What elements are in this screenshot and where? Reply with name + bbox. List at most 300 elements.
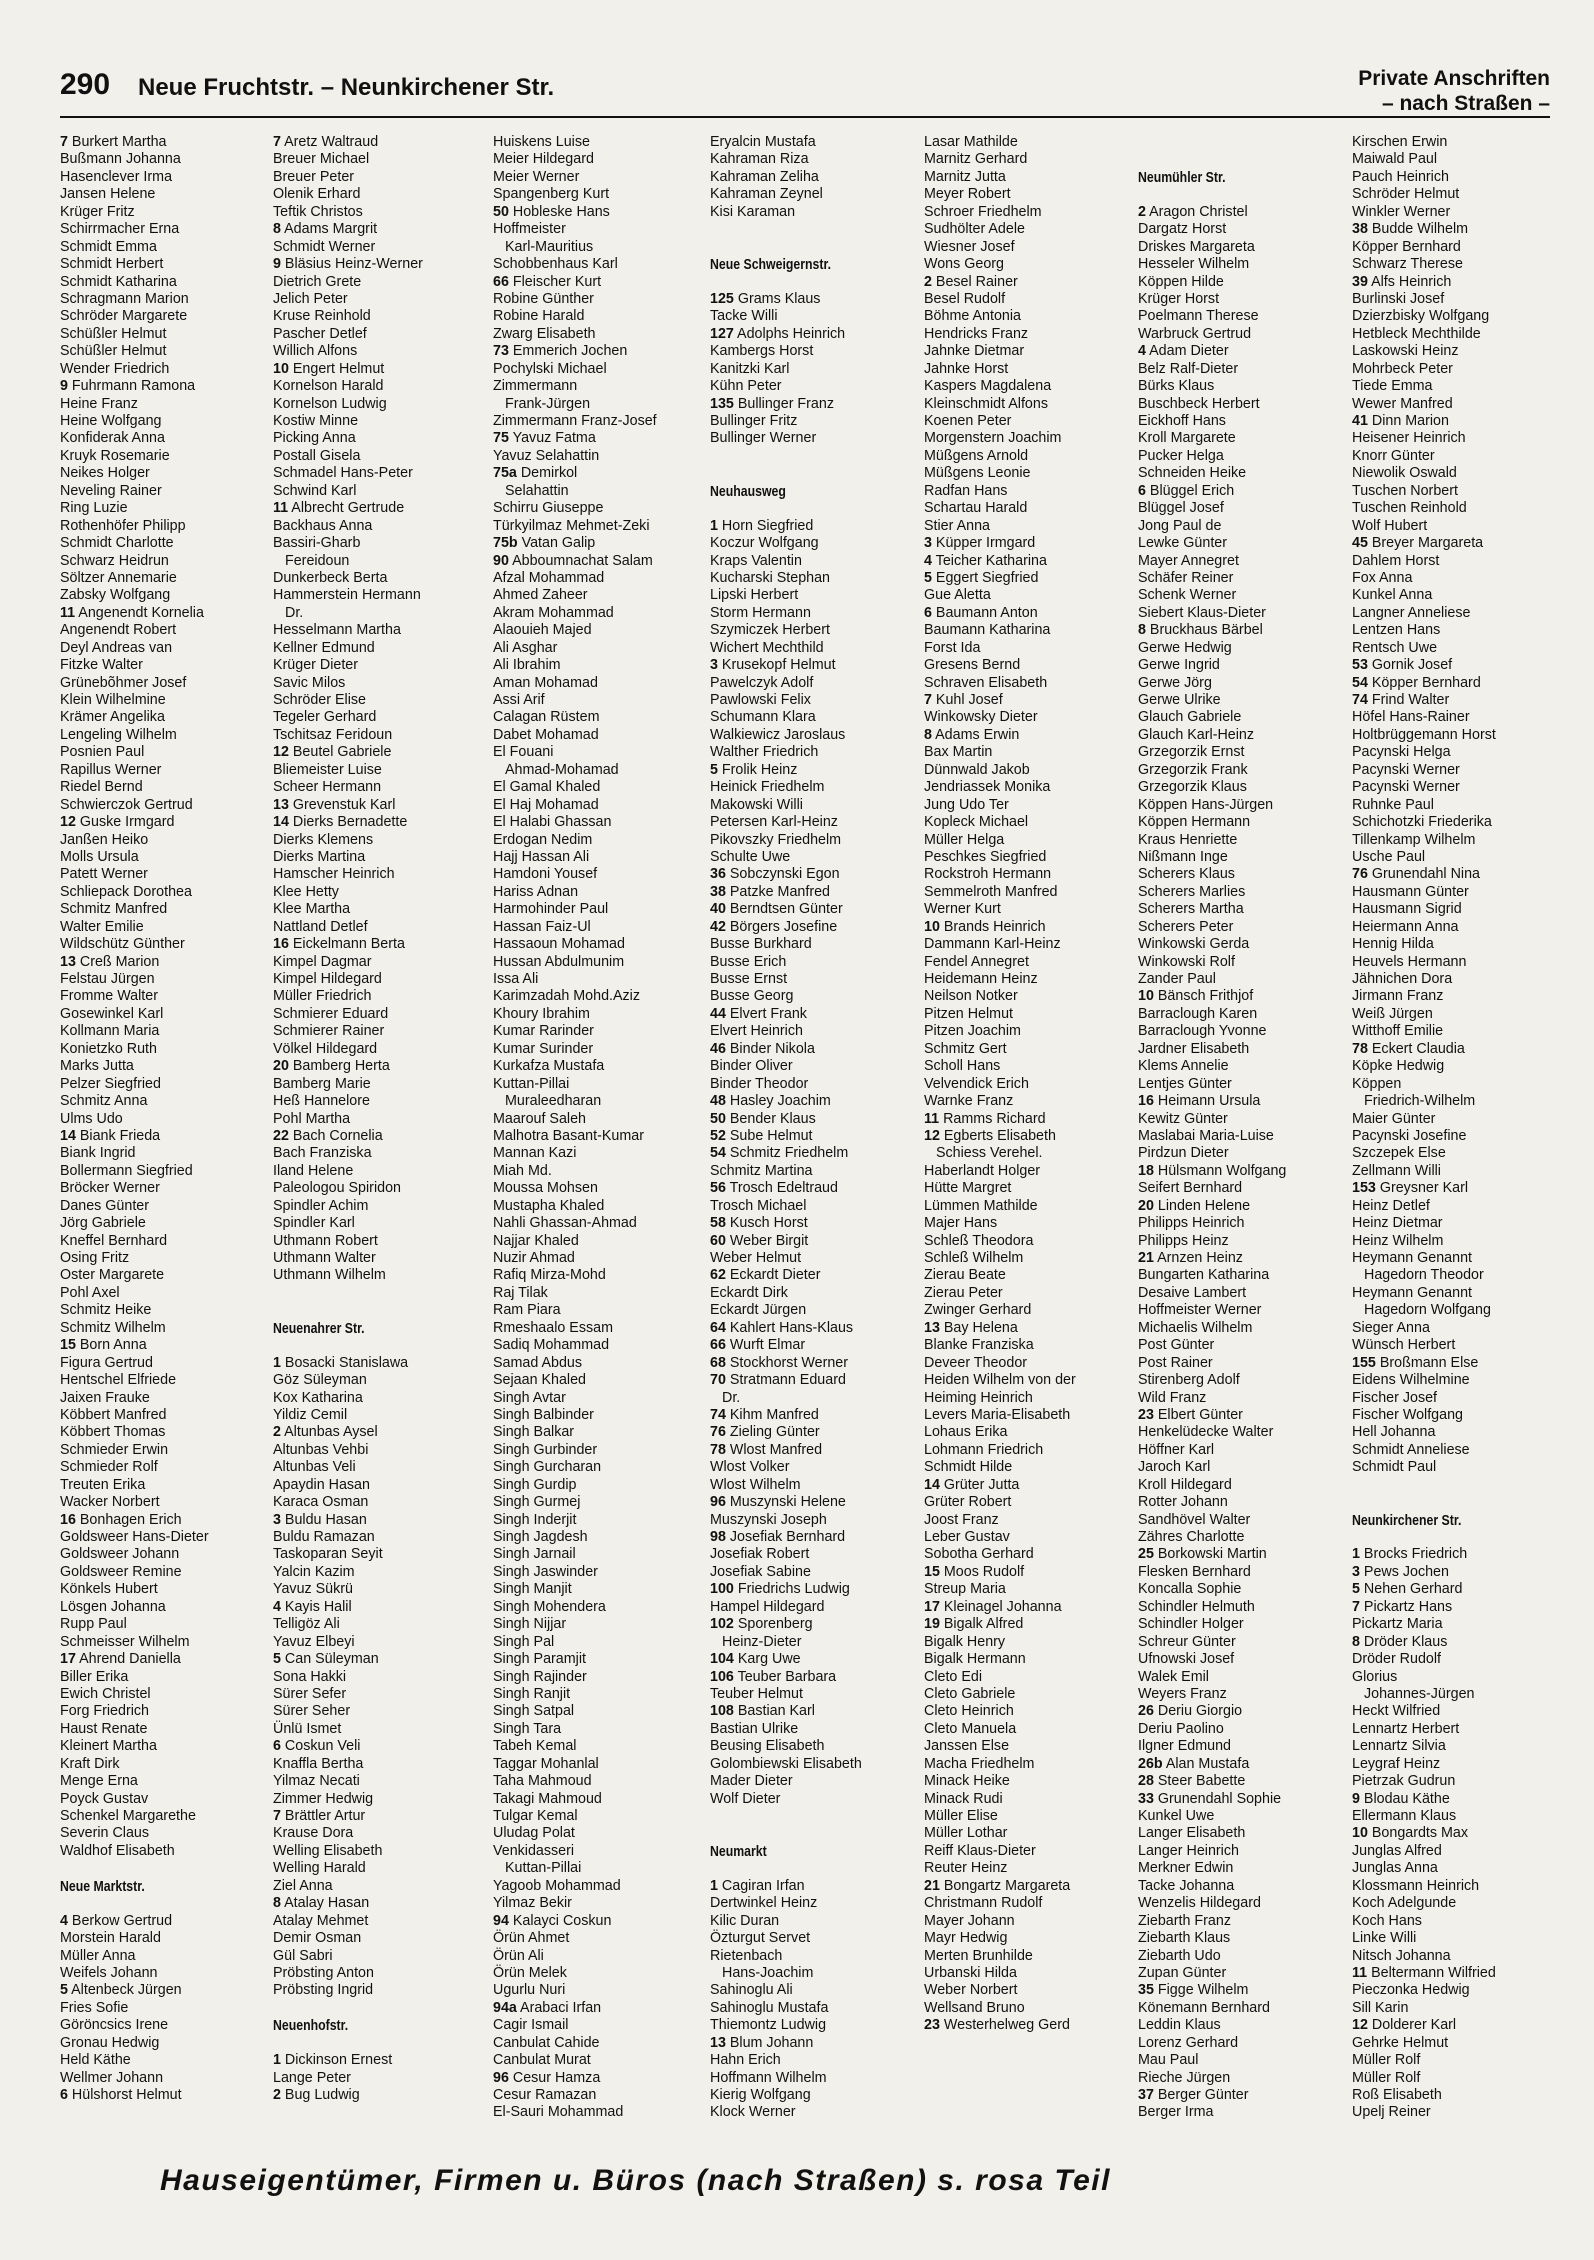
resident-entry: Pietrzak Gudrun [1352, 1773, 1456, 1790]
resident-entry: Singh Manjit [493, 1581, 572, 1598]
house-number: 54 [1352, 674, 1368, 691]
resident-entry: Koczur Wolfgang [710, 535, 819, 552]
resident-entry: Busse Erich [710, 953, 787, 970]
street-heading: Neue Schweigernstr. [710, 256, 832, 274]
resident-entry: Kierig Wolfgang [710, 2087, 811, 2103]
house-number: 54 [710, 1145, 726, 1162]
resident-entry: Weiß Jürgen [1352, 1005, 1433, 1022]
resident-entry: Ewich Christel [60, 1685, 151, 1702]
resident-entry: Zupan Günter [1138, 1964, 1227, 1981]
resident-entry: 76 Grunendahl Nina [1352, 866, 1480, 883]
resident-entry: 9 Blodau Käthe [1352, 1790, 1450, 1807]
resident-entry: Schmitz Martina [710, 1162, 813, 1179]
resident-entry: Eckardt Jürgen [710, 1302, 807, 1319]
resident-entry: Maarouf Saleh [493, 1110, 586, 1127]
resident-entry: Johannes-Jürgen [1364, 1685, 1475, 1702]
resident-entry: Ziebarth Franz [1138, 1912, 1231, 1929]
resident-entry: Lohmann Friedrich [924, 1441, 1044, 1458]
resident-entry: Ünlü Ismet [273, 1720, 342, 1737]
resident-entry: Schmierer Eduard [273, 1005, 389, 1022]
resident-entry: Eidens Wilhelmine [1352, 1372, 1470, 1389]
resident-entry: Canbulat Cahide [493, 2034, 600, 2051]
resident-entry: Uludag Polat [493, 1825, 575, 1842]
resident-entry: Harmohinder Paul [493, 901, 609, 918]
resident-entry: Schmidt Hilde [924, 1459, 1013, 1476]
resident-entry: Leygraf Heinz [1352, 1755, 1441, 1772]
resident-entry: Rotter Johann [1138, 1494, 1228, 1511]
house-number: 78 [710, 1441, 726, 1458]
resident-entry: Kurkafza Mustafa [493, 1058, 605, 1075]
resident-entry: Wild Franz [1138, 1389, 1207, 1406]
house-number: 98 [710, 1529, 726, 1545]
resident-entry: 3 Küpper Irmgard [924, 535, 1036, 552]
resident-entry: Walek Emil [1138, 1668, 1209, 1685]
resident-entry: Jansen Helene [60, 186, 156, 203]
resident-entry: Kaspers Magdalena [924, 378, 1052, 395]
resident-entry: Ziebarth Klaus [1138, 1930, 1231, 1947]
resident-entry: Waldhof Elisabeth [60, 1842, 175, 1859]
resident-entry: Bullinger Werner [710, 430, 817, 447]
resident-entry: Busse Burkhard [710, 936, 812, 953]
street-heading: Neuenahrer Str. [273, 1319, 365, 1337]
resident-entry: Ellermann Klaus [1352, 1808, 1457, 1824]
resident-entry: 108 Bastian Karl [710, 1703, 815, 1720]
resident-entry: Singh Gurcharan [493, 1459, 602, 1476]
resident-entry: 6 Blüggel Erich [1138, 482, 1235, 499]
resident-entry: Schmieder Erwin [60, 1441, 169, 1458]
resident-entry: Sona Hakki [273, 1668, 347, 1685]
resident-entry: 13 Creß Marion [60, 953, 160, 970]
resident-entry: Majer Hans [924, 1215, 998, 1232]
house-number: 9 [273, 256, 281, 273]
resident-entry: 66 Wurft Elmar [710, 1337, 806, 1354]
resident-entry: 13 Blum Johann [710, 2034, 814, 2051]
resident-entry: Ahmed Zaheer [493, 587, 588, 604]
house-number: 44 [710, 1005, 726, 1022]
resident-entry: Wacker Norbert [60, 1494, 160, 1511]
resident-entry: Schleß Theodora [924, 1232, 1034, 1249]
resident-entry: Bliemeister Luise [273, 761, 382, 778]
resident-entry: Heckt Wilfried [1352, 1703, 1441, 1720]
resident-entry: Nattland Detlef [273, 918, 368, 935]
resident-entry: Gerwe Ulrike [1138, 692, 1221, 708]
resident-entry: Völkel Hildegard [273, 1040, 378, 1057]
resident-entry: 35 Figge Wilhelm [1138, 1982, 1249, 1999]
resident-entry: 5 Altenbeck Jürgen [60, 1982, 182, 1999]
resident-entry: Hassaoun Mohamad [493, 936, 625, 953]
house-number: 10 [1138, 988, 1154, 1005]
resident-entry: Pieczonka Hedwig [1352, 1982, 1470, 1999]
street-heading: Neuhausweg [710, 482, 786, 500]
resident-entry: Türkyilmaz Mehmet-Zeki [493, 517, 650, 534]
resident-entry: Wons Georg [924, 256, 1004, 273]
house-number: 8 [924, 726, 932, 743]
resident-entry: 104 Karg Uwe [710, 1651, 801, 1668]
resident-entry: Sill Karin [1352, 1999, 1409, 2016]
resident-entry: Philipps Heinrich [1138, 1215, 1245, 1232]
resident-entry: 14 Dierks Bernadette [273, 814, 408, 831]
resident-entry: Tschitsaz Feridoun [273, 726, 393, 743]
resident-entry: Rupp Paul [60, 1616, 127, 1633]
resident-entry: 37 Berger Günter [1138, 2087, 1249, 2103]
resident-entry: Weyers Franz [1138, 1685, 1227, 1702]
resident-entry: Bigalk Henry [924, 1633, 1006, 1650]
resident-entry: 7 Brättler Artur [273, 1808, 366, 1824]
resident-entry: Goldsweer Hans-Dieter [60, 1529, 209, 1545]
resident-entry: 74 Kihm Manfred [710, 1406, 819, 1423]
resident-entry: Janßen Heiko [60, 831, 149, 848]
resident-entry: Werner Kurt [924, 901, 1001, 918]
resident-entry: Rafiq Mirza-Mohd [493, 1267, 606, 1284]
resident-entry: 54 Köpper Bernhard [1352, 674, 1481, 691]
resident-entry: Treuten Erika [60, 1476, 146, 1493]
resident-entry: 11 Beltermann Wilfried [1352, 1964, 1496, 1981]
resident-entry: Laskowski Heinz [1352, 343, 1459, 360]
resident-entry: Krause Dora [273, 1825, 354, 1842]
resident-entry: 62 Eckardt Dieter [710, 1267, 821, 1284]
resident-entry: 10 Bänsch Frithjof [1138, 988, 1254, 1005]
house-number: 50 [710, 1110, 726, 1127]
resident-entry: Hoffmeister Werner [1138, 1302, 1262, 1319]
resident-entry: Jahnke Horst [924, 360, 1009, 377]
resident-entry: 1 Brocks Friedrich [1352, 1546, 1468, 1563]
house-number: 125 [710, 290, 734, 307]
resident-entry: Singh Gurmej [493, 1494, 581, 1511]
resident-entry: Kanitzki Karl [710, 360, 790, 377]
resident-entry: Kilic Duran [710, 1912, 780, 1929]
resident-entry: Kambergs Horst [710, 343, 814, 360]
resident-entry: Köppen Hermann [1138, 814, 1251, 831]
resident-entry: Schragmann Marion [60, 290, 189, 307]
resident-entry: Jirmann Franz [1352, 988, 1444, 1005]
resident-entry: Gül Sabri [273, 1947, 333, 1964]
resident-entry: Cagir Ismail [493, 2017, 569, 2034]
resident-entry: Böhme Antonia [924, 308, 1021, 325]
resident-entry: Fox Anna [1352, 569, 1413, 586]
resident-entry: Köppen Hans-Jürgen [1138, 796, 1274, 813]
house-number: 74 [710, 1406, 726, 1423]
resident-entry: Heiming Heinrich [924, 1389, 1033, 1406]
house-number: 2 [924, 273, 932, 290]
resident-entry: Dünnwald Jakob [924, 761, 1030, 778]
resident-entry: Hariss Adnan [493, 883, 579, 900]
resident-entry: Hesselmann Martha [273, 622, 401, 639]
resident-entry: 98 Josefiak Bernhard [710, 1529, 846, 1545]
resident-entry: 11 Ramms Richard [924, 1110, 1046, 1127]
resident-entry: Eickhoff Hans [1138, 413, 1226, 429]
resident-entry: Kunkel Anna [1352, 587, 1433, 604]
resident-entry: Issa Ali [493, 971, 539, 987]
house-number: 2 [273, 2087, 281, 2103]
resident-entry: 48 Hasley Joachim [710, 1093, 831, 1110]
spacer [1138, 134, 1350, 151]
resident-entry: Lorenz Gerhard [1138, 2034, 1239, 2051]
resident-entry: Severin Claus [60, 1825, 149, 1842]
resident-entry: Cleto Edi [924, 1668, 983, 1685]
resident-entry: 50 Bender Klaus [710, 1110, 816, 1127]
resident-entry: 21 Arnzen Heinz [1138, 1250, 1243, 1266]
resident-entry: Macha Friedhelm [924, 1755, 1035, 1772]
resident-entry: Niewolik Oswald [1352, 465, 1457, 482]
resident-entry: Kahraman Zeliha [710, 168, 819, 185]
resident-entry: Osing Fritz [60, 1250, 130, 1266]
resident-entry: 18 Hülsmann Wolfgang [1138, 1162, 1287, 1179]
resident-entry: Spindler Karl [273, 1215, 355, 1232]
resident-entry: Köbbert Manfred [60, 1406, 167, 1423]
resident-entry: Schmitz Manfred [60, 901, 168, 918]
resident-entry: Hajj Hassan Ali [493, 848, 590, 865]
resident-entry: Kimpel Dagmar [273, 953, 372, 970]
resident-entry: Klems Annelie [1138, 1058, 1229, 1075]
resident-entry: Kuttan-Pillai [505, 1860, 582, 1877]
resident-entry: Fromme Walter [60, 988, 158, 1005]
resident-entry: Barraclough Karen [1138, 1005, 1258, 1022]
resident-entry: Reiff Klaus-Dieter [924, 1842, 1036, 1859]
resident-entry: 15 Moos Rudolf [924, 1563, 1025, 1580]
house-number: 46 [710, 1040, 726, 1057]
resident-entry: Mayr Hedwig [924, 1930, 1008, 1947]
house-number: 5 [710, 761, 718, 778]
resident-entry: Ahmad-Mohamad [505, 761, 619, 778]
resident-entry: 21 Bongartz Margareta [924, 1877, 1071, 1894]
resident-entry: Neilson Notker [924, 988, 1018, 1005]
resident-entry: Radfan Hans [924, 482, 1008, 499]
resident-entry: Heine Franz [60, 395, 138, 412]
resident-entry: 75 Yavuz Fatma [493, 430, 596, 447]
resident-entry: Heinz Dietmar [1352, 1215, 1443, 1232]
street-heading: Neue Marktstr. [60, 1877, 145, 1895]
resident-entry: 36 Sobczynski Egon [710, 866, 840, 883]
house-number: 6 [60, 2087, 68, 2103]
resident-entry: 78 Eckert Claudia [1352, 1040, 1465, 1057]
resident-entry: Stirenberg Adolf [1138, 1372, 1240, 1389]
resident-entry: Jendriassek Monika [924, 779, 1051, 796]
resident-entry: Dargatz Horst [1138, 221, 1227, 238]
resident-entry: Burlinski Josef [1352, 290, 1445, 307]
resident-entry: Uthmann Walter [273, 1250, 376, 1266]
resident-entry: Joost Franz [924, 1511, 999, 1528]
spacer [273, 2000, 485, 2017]
resident-entry: 7 Kuhl Josef [924, 692, 1003, 708]
resident-entry: 5 Nehen Gerhard [1352, 1581, 1463, 1598]
resident-entry: Janssen Else [924, 1738, 1010, 1755]
resident-entry: Molls Ursula [60, 848, 139, 865]
resident-entry: Krüger Horst [1138, 290, 1220, 307]
spacer [273, 1337, 485, 1354]
resident-entry: Jahnke Dietmar [924, 343, 1025, 360]
column-7 [1352, 134, 1552, 2122]
resident-entry: Lange Peter [273, 2069, 351, 2086]
resident-entry: Friedrich-Wilhelm [1364, 1093, 1476, 1110]
resident-entry: Altunbas Veli [273, 1459, 356, 1476]
house-number: 13 [924, 1319, 940, 1336]
resident-entry: El-Sauri Mohammad [493, 2104, 624, 2121]
resident-entry: Singh Balbinder [493, 1406, 594, 1423]
resident-entry: Kimpel Hildegard [273, 971, 382, 987]
house-number: 19 [924, 1616, 940, 1633]
resident-entry: Zähres Charlotte [1138, 1529, 1245, 1545]
resident-entry: Yalcin Kazim [273, 1563, 355, 1580]
resident-entry: Baumann Katharina [924, 622, 1051, 639]
resident-entry: 22 Bach Cornelia [273, 1127, 383, 1144]
resident-entry: Eckardt Dirk [710, 1284, 788, 1301]
resident-entry: Kornelson Harald [273, 378, 384, 395]
resident-entry: Meier Hildegard [493, 151, 594, 168]
resident-entry: Wiesner Josef [924, 238, 1015, 255]
resident-entry: Kumar Surinder [493, 1040, 594, 1057]
resident-entry: Langer Heinrich [1138, 1842, 1239, 1859]
resident-entry: Hamdoni Yousef [493, 866, 598, 883]
resident-entry: Savic Milos [273, 674, 346, 691]
resident-entry: Pawelczyk Adolf [710, 674, 814, 691]
resident-entry: Muraleedharan [505, 1093, 602, 1110]
resident-entry: Moussa Mohsen [493, 1180, 598, 1197]
spacer [273, 1302, 485, 1319]
resident-entry: Sobotha Gerhard [924, 1546, 1034, 1563]
resident-entry: Tiede Emma [1352, 378, 1433, 395]
house-number: 26 [1138, 1703, 1154, 1720]
resident-entry: Morgenstern Joachim [924, 430, 1062, 447]
spacer [273, 2035, 485, 2052]
resident-entry: Yavuz Selahattin [493, 447, 600, 464]
resident-entry: Danes Günter [60, 1197, 150, 1214]
spacer [273, 1285, 485, 1302]
resident-entry: Göröncsics Irene [60, 2017, 169, 2034]
resident-entry: Kewitz Günter [1138, 1110, 1228, 1127]
resident-entry: 94 Kalayci Coskun [493, 1912, 612, 1929]
resident-entry: Kisi Karaman [710, 203, 796, 220]
spacer [710, 1825, 922, 1842]
resident-entry: Mannan Kazi [493, 1145, 577, 1162]
resident-entry: Cleto Heinrich [924, 1703, 1014, 1720]
resident-entry: 96 Muszynski Helene [710, 1494, 846, 1511]
resident-entry: Pelzer Siegfried [60, 1075, 161, 1092]
resident-entry: Scherers Klaus [1138, 866, 1235, 883]
resident-entry: Örün Ahmet [493, 1930, 570, 1947]
resident-entry: Pacynski Werner [1352, 761, 1460, 778]
resident-entry: Scheer Hermann [273, 779, 382, 796]
house-number: 73 [493, 343, 509, 360]
resident-entry: Singh Nijjar [493, 1616, 567, 1633]
resident-entry: Schwind Karl [273, 482, 357, 499]
resident-entry: Kopleck Michael [924, 814, 1029, 831]
resident-entry: Schenkel Margarethe [60, 1808, 196, 1824]
house-number: 94 [493, 1912, 509, 1929]
house-number: 8 [1352, 1633, 1360, 1650]
house-number: 48 [710, 1093, 726, 1110]
resident-entry: Ruhnke Paul [1352, 796, 1434, 813]
house-number: 2 [273, 1424, 281, 1441]
resident-entry: Merkner Edwin [1138, 1860, 1234, 1877]
resident-entry: Altunbas Vehbi [273, 1441, 369, 1458]
resident-entry: Klock Werner [710, 2104, 796, 2121]
resident-entry: Kollmann Maria [60, 1023, 160, 1040]
resident-entry: Josefiak Robert [710, 1546, 810, 1563]
resident-entry: Rentsch Uwe [1352, 639, 1438, 656]
resident-entry: Nißmann Inge [1138, 848, 1228, 865]
resident-entry: Gresens Bernd [924, 657, 1021, 674]
resident-entry: 44 Elvert Frank [710, 1005, 807, 1022]
house-number: 12 [60, 814, 76, 831]
resident-entry: Pohl Martha [273, 1110, 351, 1127]
house-number: 102 [710, 1616, 734, 1633]
resident-entry: Dr. [285, 604, 304, 621]
spacer [710, 1808, 922, 1825]
resident-entry: Biank Ingrid [60, 1145, 136, 1162]
resident-entry: Krüger Dieter [273, 657, 359, 674]
resident-entry: Christmann Rudolf [924, 1895, 1043, 1912]
house-number: 38 [710, 883, 726, 900]
resident-entry: Forg Friedrich [60, 1703, 149, 1720]
house-number: 1 [710, 517, 718, 534]
house-number: 155 [1352, 1354, 1376, 1371]
resident-entry: 2 Altunbas Aysel [273, 1424, 378, 1441]
resident-entry: Köppen Hilde [1138, 273, 1224, 290]
resident-entry: Fereidoun [285, 552, 350, 569]
resident-entry: Müßgens Leonie [924, 465, 1031, 482]
resident-entry: Schulte Uwe [710, 848, 791, 865]
resident-entry: Lewke Günter [1138, 535, 1228, 552]
resident-entry: Gerwe Hedwig [1138, 639, 1232, 656]
resident-entry: Dr. [722, 1389, 741, 1406]
resident-entry: 60 Weber Birgit [710, 1232, 809, 1249]
resident-entry: Schmidt Emma [60, 238, 157, 255]
resident-entry: Philipps Heinz [1138, 1232, 1229, 1249]
resident-entry: Akram Mohammad [493, 604, 614, 621]
resident-entry: Hendricks Franz [924, 325, 1029, 342]
resident-entry: 3 Krusekopf Helmut [710, 657, 836, 674]
resident-entry: Walter Emilie [60, 918, 144, 935]
resident-entry: Atalay Mehmet [273, 1912, 369, 1929]
resident-entry: Hagedorn Wolfgang [1364, 1302, 1491, 1319]
spacer [710, 1860, 922, 1877]
resident-entry: 106 Teuber Barbara [710, 1668, 837, 1685]
resident-entry: Bamberg Marie [273, 1075, 371, 1092]
resident-entry: Singh Satpal [493, 1703, 575, 1720]
resident-entry: Haberlandt Holger [924, 1162, 1041, 1179]
resident-entry: Kleinert Martha [60, 1738, 157, 1755]
resident-entry: Mau Paul [1138, 2052, 1199, 2069]
resident-entry: Höfel Hans-Rainer [1352, 709, 1470, 726]
resident-entry: 5 Frolik Heinz [710, 761, 798, 778]
resident-entry: Postall Gisela [273, 447, 361, 464]
house-number: 23 [924, 2017, 940, 2034]
resident-entry: Könemann Bernhard [1138, 1999, 1270, 2016]
resident-entry: 56 Trosch Edeltraud [710, 1180, 838, 1197]
house-number: 75b [493, 535, 518, 552]
resident-entry: Merten Brunhilde [924, 1947, 1033, 1964]
resident-entry: Deveer Theodor [924, 1354, 1028, 1371]
resident-entry: 13 Grevenstuk Karl [273, 796, 396, 813]
resident-entry: Schmidt Paul [1352, 1459, 1437, 1476]
house-number: 14 [924, 1476, 940, 1493]
resident-entry: 12 Guske Irmgard [60, 814, 175, 831]
resident-entry: Grzegorzik Ernst [1138, 744, 1245, 761]
resident-entry: Spindler Achim [273, 1197, 369, 1214]
resident-entry: 11 Angenendt Kornelia [60, 604, 204, 621]
house-number: 52 [710, 1127, 726, 1144]
resident-entry: 4 Teicher Katharina [924, 552, 1047, 569]
resident-entry: Schmidt Werner [273, 238, 376, 255]
resident-entry: Venkidasseri [493, 1842, 575, 1859]
resident-entry: 25 Borkowski Martin [1138, 1546, 1267, 1563]
house-number: 53 [1352, 657, 1368, 674]
house-number: 135 [710, 395, 734, 412]
resident-entry: Rmeshaalo Essam [493, 1319, 613, 1336]
resident-entry: Klein Wilhelmine [60, 692, 166, 708]
resident-entry: Krüger Fritz [60, 203, 135, 220]
resident-entry: Schartau Harald [924, 500, 1028, 517]
